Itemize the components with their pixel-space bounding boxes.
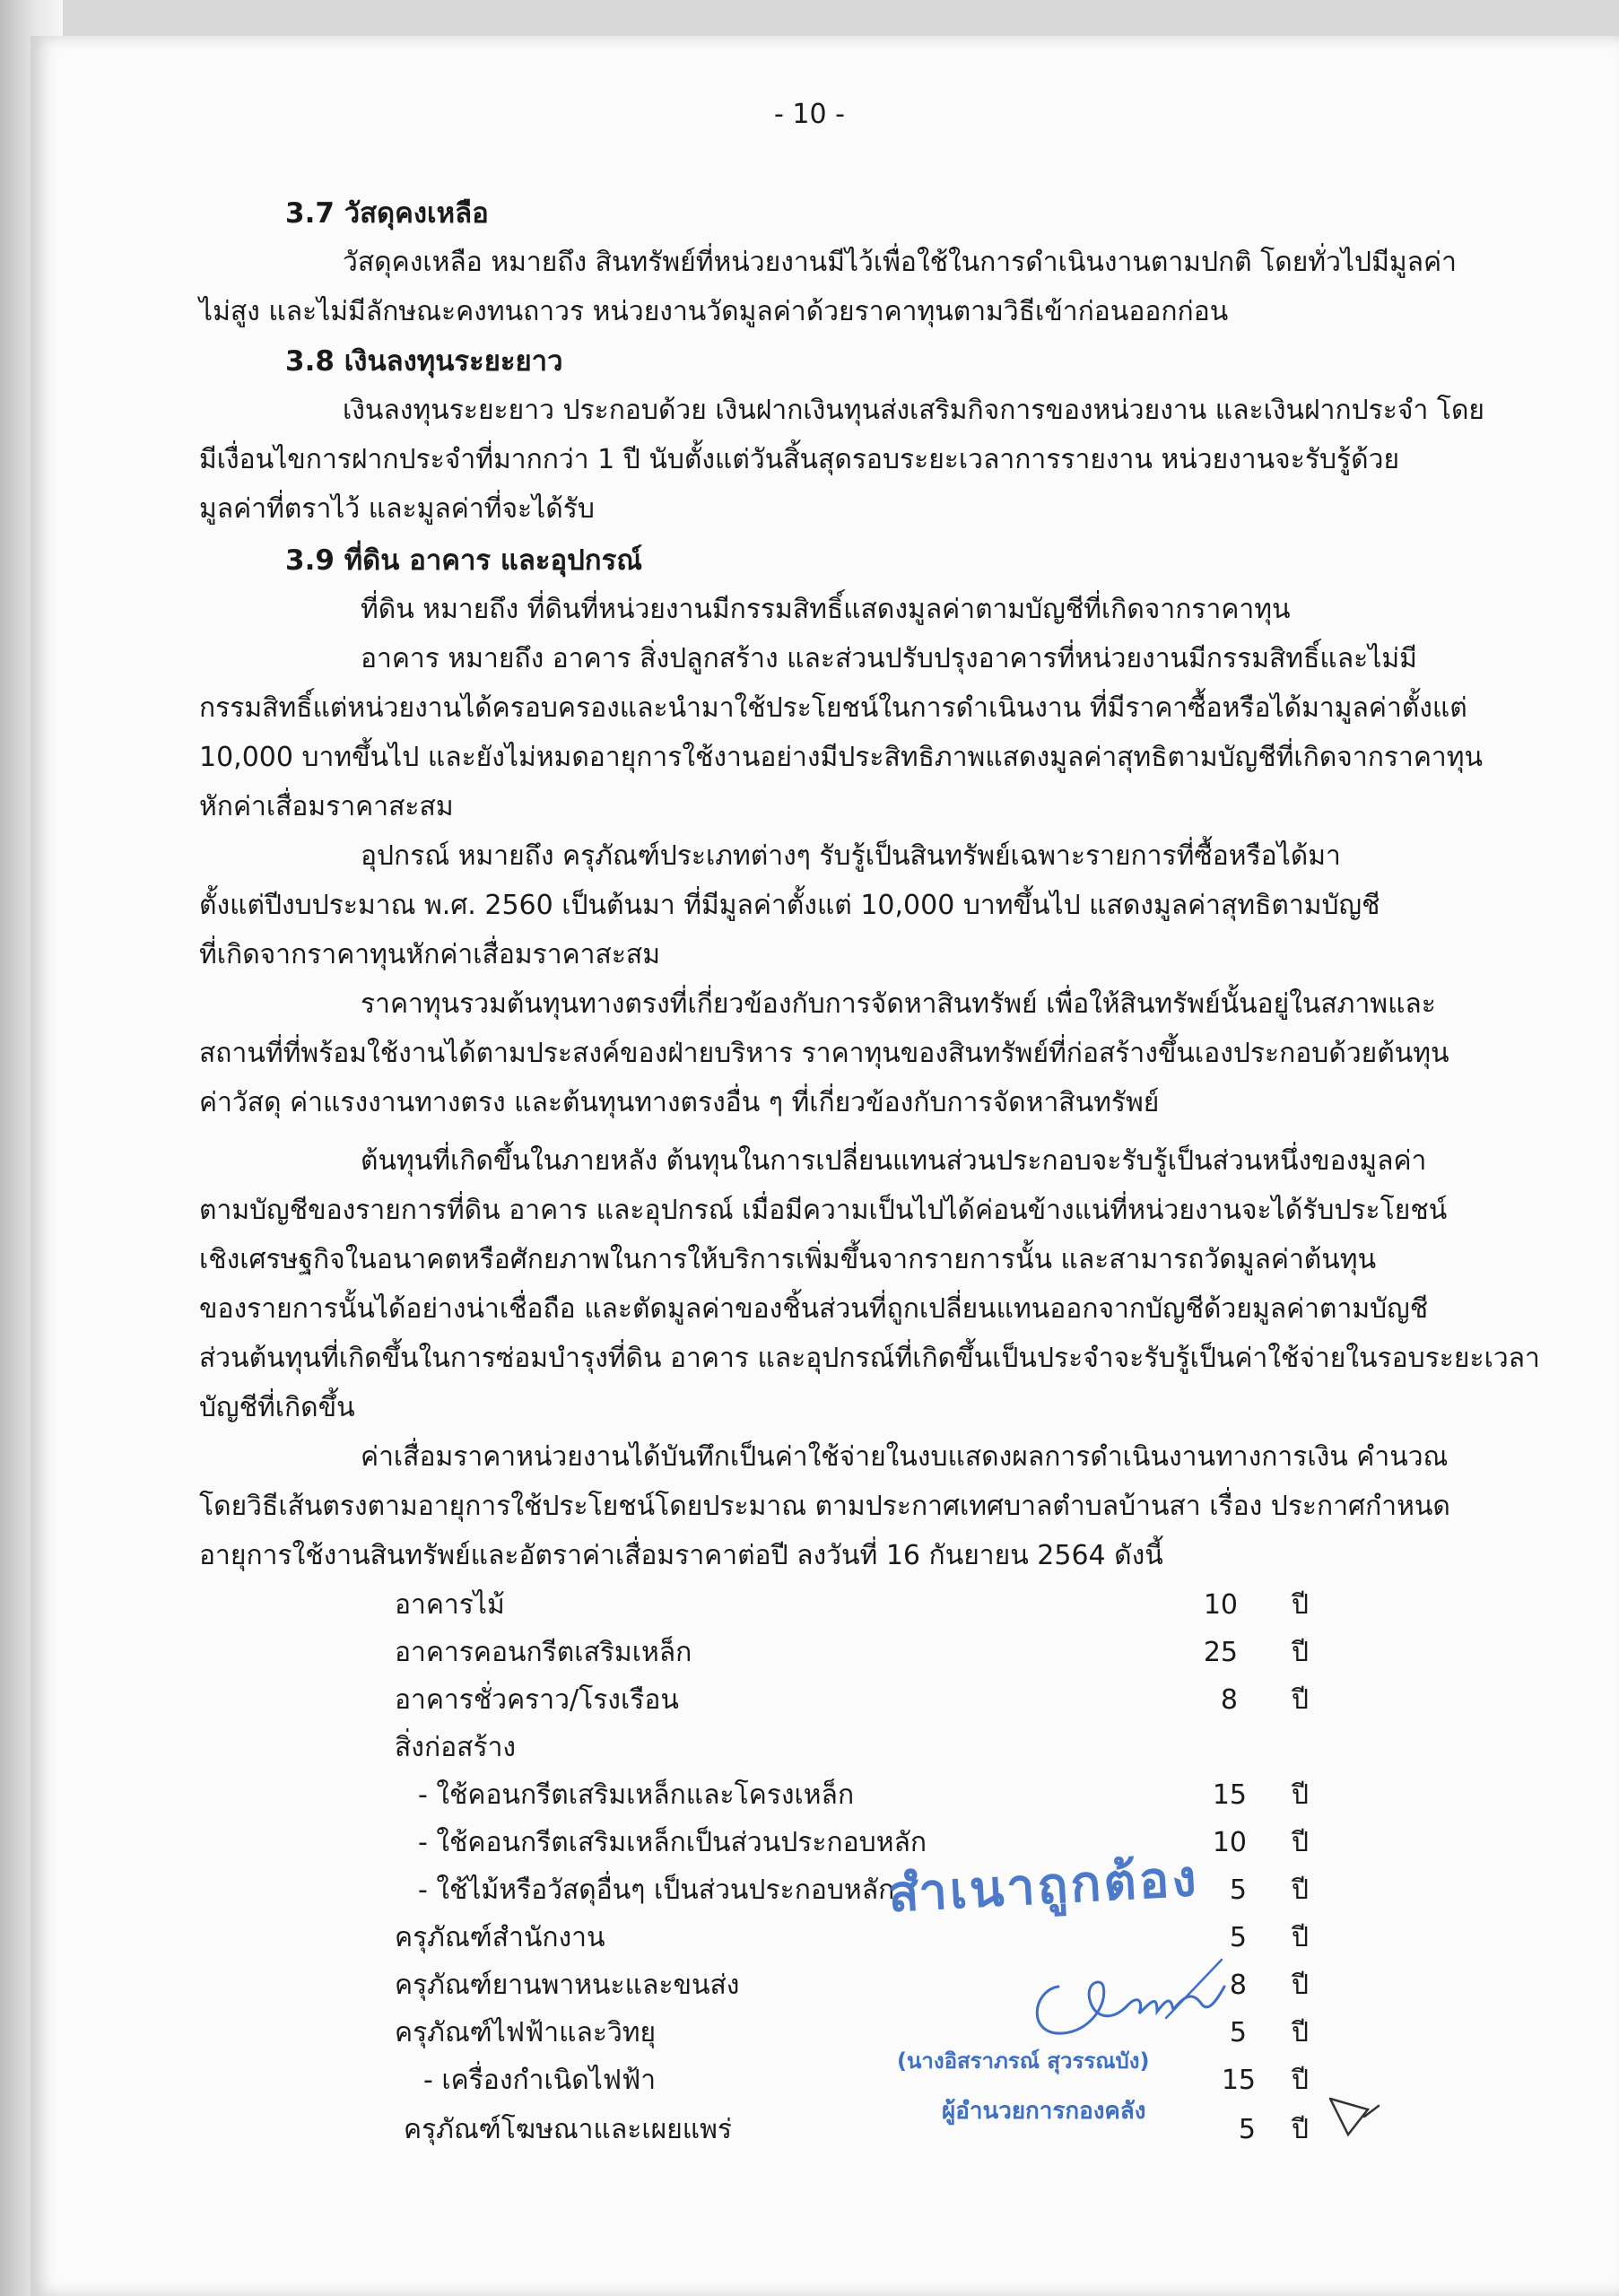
table-row-label: ครุภัณฑ์โฆษณาและเผยแพร่	[404, 2114, 732, 2145]
table-row-label: - ใช้คอนกรีตเสริมเหล็กและโครงเหล็ก	[418, 1779, 855, 1811]
paragraph-line: ตั้งแต่ปีงบประมาณ พ.ศ. 2560 เป็นต้นมา ที่มีมูลค่าตั้งแต่ 10,000 บาทขึ้นไป แสดงมูลค่าสุทธิตามบัญชี	[199, 890, 1380, 921]
table-row-label: อาคารชั่วคราว/โรงเรือน	[395, 1684, 679, 1716]
signatory-name: (นางอิสราภรณ์ สุวรรณบัง)	[897, 2048, 1150, 2074]
paragraph-line: โดยวิธีเส้นตรงตามอายุการใช้ประโยชน์โดยประมาณ ตามประกาศเทศบาลตำบลบ้านสา เรื่อง ประกาศกำหนด	[199, 1491, 1450, 1522]
table-row-years: 8	[1229, 1970, 1247, 2001]
paragraph-line: ไม่สูง และไม่มีลักษณะคงทนถาวร หน่วยงานวัดมูลค่าด้วยราคาทุนตามวิธีเข้าก่อนออกก่อน	[199, 296, 1229, 327]
paragraph-line: ตามบัญชีของรายการที่ดิน อาคาร และอุปกรณ์ เมื่อมีความเป็นไปได้ค่อนข้างแน่ที่หน่วยงานจะได้รับประโยชน์	[199, 1195, 1448, 1226]
certified-copy-stamp: สำเนาถูกต้อง	[886, 1848, 1201, 1925]
paragraph-line: ค่าวัสดุ ค่าแรงงานทางตรง และต้นทุนทางตรงอื่น ๆ ที่เกี่ยวข้องกับการจัดหาสินทรัพย์	[199, 1087, 1160, 1118]
table-row-label: ครุภัณฑ์ยานพาหนะและขนส่ง	[395, 1970, 740, 2001]
paragraph-line: สถานที่ที่พร้อมใช้งานได้ตามประสงค์ของฝ่ายบริหาร ราคาทุนของสินทรัพย์ที่ก่อสร้างขึ้นเองประกอบด้วยต้นทุน	[199, 1038, 1449, 1069]
table-row-unit: ปี	[1292, 1922, 1310, 1953]
signature-graphic	[1023, 1951, 1229, 2049]
table-row-years: 15	[1221, 2065, 1256, 2096]
paragraph-line: ส่วนต้นทุนที่เกิดขึ้นในการซ่อมบำรุงที่ดิน อาคาร และอุปกรณ์ที่เกิดขึ้นเป็นประจำจะรับรู้เป็นค่าใช้จ่ายในรอบระยะเวลา	[199, 1343, 1540, 1374]
paragraph-line: ค่าเสื่อมราคาหน่วยงานได้บันทึกเป็นค่าใช้จ่ายในงบแสดงผลการดำเนินงานทางการเงิน คำนวณ	[361, 1441, 1449, 1473]
table-row-label: - ใช้คอนกรีตเสริมเหล็กเป็นส่วนประกอบหลัก	[418, 1827, 927, 1858]
paragraph-line: เชิงเศรษฐกิจในอนาคตหรือศักยภาพในการให้บริการเพิ่มขึ้นจากรายการนั้น และสามารถวัดมูลค่าต้นทุน	[199, 1244, 1377, 1275]
section-heading-3-8: 3.8 เงินลงทุนระยะยาว	[285, 345, 563, 378]
table-row-unit: ปี	[1292, 2114, 1310, 2145]
page-number: - 10 -	[774, 99, 845, 130]
section-heading-3-9: 3.9 ที่ดิน อาคาร และอุปกรณ์	[285, 544, 642, 577]
table-row-years: 15	[1212, 1779, 1247, 1811]
paragraph-line: มีเงื่อนไขการฝากประจำที่มากกว่า 1 ปี นับตั้งแต่วันสิ้นสุดรอบระยะเวลาการรายงาน หน่วยงานจะรับรู้ด้วย	[199, 444, 1400, 475]
paragraph-line: มูลค่าที่ตราไว้ และมูลค่าที่จะได้รับ	[199, 493, 595, 525]
section-heading-3-7: 3.7 วัสดุคงเหลือ	[285, 197, 489, 230]
table-row-label: ครุภัณฑ์สำนักงาน	[395, 1922, 605, 1953]
table-row-unit: ปี	[1292, 2065, 1310, 2096]
paragraph-line: อายุการใช้งานสินทรัพย์และอัตราค่าเสื่อมราคาต่อปี ลงวันที่ 16 กันยายน 2564 ดังนี้	[199, 1540, 1163, 1571]
paragraph-line: เงินลงทุนระยะยาว ประกอบด้วย เงินฝากเงินทุนส่งเสริมกิจการของหน่วยงาน และเงินฝากประจำ โดย	[343, 395, 1485, 426]
handwritten-mark-icon	[1323, 2090, 1386, 2144]
paragraph-line: ที่เกิดจากราคาทุนหักค่าเสื่อมราคาสะสม	[199, 939, 661, 970]
table-row-unit: ปี	[1292, 1827, 1310, 1858]
paragraph-line: ต้นทุนที่เกิดขึ้นในภายหลัง ต้นทุนในการเปลี่ยนแทนส่วนประกอบจะรับรู้เป็นส่วนหนึ่งของมูลค่า	[361, 1145, 1427, 1177]
paragraph-line: วัสดุคงเหลือ หมายถึง สินทรัพย์ที่หน่วยงานมีไว้เพื่อใช้ในการดำเนินงานตามปกติ โดยทั่วไปมีมูลค่า	[343, 247, 1457, 278]
table-row-years: 5	[1229, 1922, 1247, 1953]
table-row-years: 5	[1238, 2114, 1256, 2145]
paragraph-line: บัญชีที่เกิดขึ้น	[199, 1392, 355, 1423]
table-row-unit: ปี	[1292, 1589, 1310, 1621]
paragraph-line: กรรมสิทธิ์แต่หน่วยงานได้ครอบครองและนำมาใช้ประโยชน์ในการดำเนินงาน ที่มีราคาซื้อหรือได้มามูลค่าตั้งแต่	[199, 692, 1467, 724]
table-row-unit: ปี	[1292, 1637, 1310, 1668]
table-row-years: 10	[1203, 1589, 1238, 1621]
table-row-label: ครุภัณฑ์ไฟฟ้าและวิทยุ	[395, 2017, 657, 2048]
signatory-position: ผู้อำนวยการกองคลัง	[942, 2098, 1146, 2125]
table-row-label: - เครื่องกำเนิดไฟฟ้า	[423, 2065, 657, 2096]
table-row-unit: ปี	[1292, 1970, 1310, 2001]
table-row-years: 25	[1203, 1637, 1238, 1668]
paragraph-line: ของรายการนั้นได้อย่างน่าเชื่อถือ และตัดมูลค่าของชิ้นส่วนที่ถูกเปลี่ยนแทนออกจากบัญชีด้วยมูลค่าตามบัญชี	[199, 1293, 1429, 1325]
table-row-years: 5	[1229, 2017, 1247, 2048]
table-row-unit: ปี	[1292, 1779, 1310, 1811]
paragraph-line: หักค่าเสื่อมราคาสะสม	[199, 791, 454, 822]
table-row-label: อาคารคอนกรีตเสริมเหล็ก	[395, 1637, 692, 1668]
paragraph-line: ที่ดิน หมายถึง ที่ดินที่หน่วยงานมีกรรมสิทธิ์แสดงมูลค่าตามบัญชีที่เกิดจากราคาทุน	[361, 594, 1291, 625]
table-row-years: 5	[1229, 1874, 1247, 1906]
table-row-label: สิ่งก่อสร้าง	[395, 1732, 517, 1763]
paragraph-line: 10,000 บาทขึ้นไป และยังไม่หมดอายุการใช้งานอย่างมีประสิทธิภาพแสดงมูลค่าสุทธิตามบัญชีที่เกิดจากราคาทุน	[199, 742, 1484, 773]
table-row-label: - ใช้ไม้หรือวัสดุอื่นๆ เป็นส่วนประกอบหลัก	[418, 1874, 895, 1906]
table-row-years: 8	[1220, 1684, 1238, 1716]
paragraph-line: อาคาร หมายถึง อาคาร สิ่งปลูกสร้าง และส่วนปรับปรุงอาคารที่หน่วยงานมีกรรมสิทธิ์และไม่มี	[361, 643, 1417, 674]
table-row-unit: ปี	[1292, 1684, 1310, 1716]
table-row-unit: ปี	[1292, 1874, 1310, 1906]
paragraph-line: อุปกรณ์ หมายถึง ครุภัณฑ์ประเภทต่างๆ รับรู้เป็นสินทรัพย์เฉพาะรายการที่ซื้อหรือได้มา	[361, 840, 1341, 872]
table-row-label: อาคารไม้	[395, 1589, 505, 1621]
table-row-unit: ปี	[1292, 2017, 1310, 2048]
table-row-years: 10	[1212, 1827, 1247, 1858]
paragraph-line: ราคาทุนรวมต้นทุนทางตรงที่เกี่ยวข้องกับการจัดหาสินทรัพย์ เพื่อให้สินทรัพย์นั้นอยู่ในสภาพและ	[361, 988, 1436, 1020]
